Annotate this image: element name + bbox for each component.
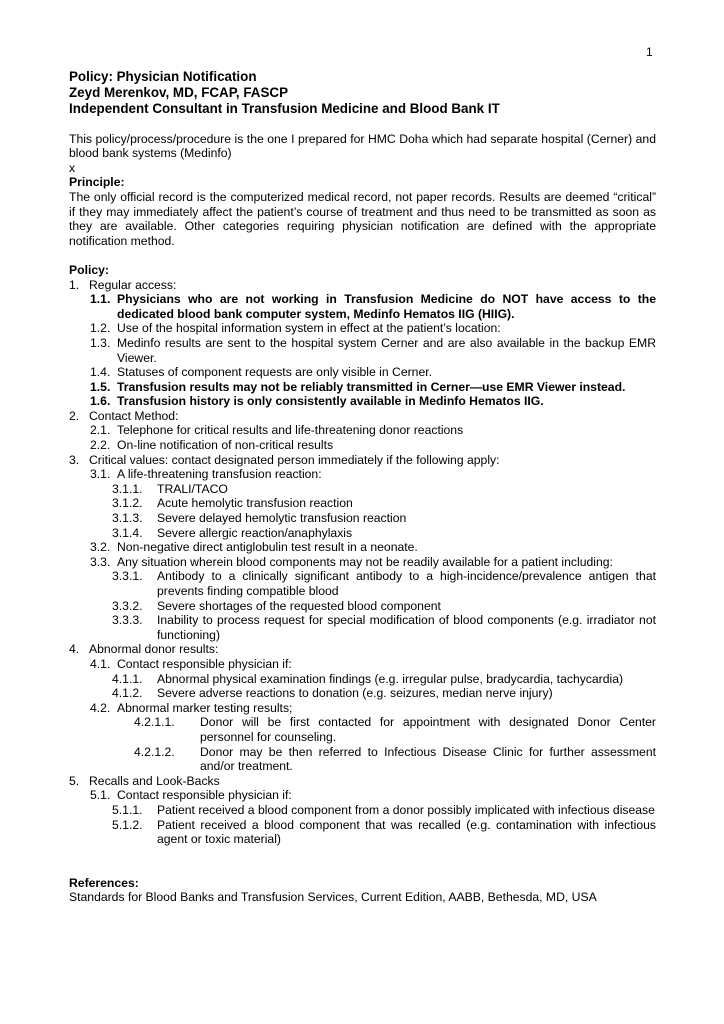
- item-text: Recalls and Look-Backs: [89, 773, 220, 788]
- item-text: TRALI/TACO: [157, 481, 228, 496]
- policy-item-3-3-3: [69, 613, 656, 642]
- policy-item-4-2-1-1: [69, 715, 656, 744]
- item-text: Non-negative direct antiglobulin test result in a neonate.: [117, 540, 418, 555]
- item-number: 3.1.2.: [112, 496, 143, 511]
- policy-item-3-1-4: [69, 526, 656, 541]
- policy-item-3-3: [69, 555, 656, 570]
- item-number: 1.2.: [90, 321, 111, 336]
- policy-item-2-2: [69, 438, 656, 453]
- references-heading: References:: [69, 875, 139, 890]
- item-number: 4.2.1.2.: [134, 744, 175, 759]
- policy-item-2: [69, 409, 656, 424]
- policy-item-4-2-1-2: [69, 745, 656, 774]
- policy-item-1-3: [69, 336, 656, 365]
- item-number: 1.4.: [90, 365, 111, 380]
- item-text: On-line notification of non-critical results: [117, 438, 334, 453]
- item-number: 2.: [69, 408, 80, 423]
- item-number: 1.6.: [90, 394, 111, 409]
- item-text: Regular access:: [89, 277, 177, 292]
- stray-mark: x: [69, 160, 76, 175]
- item-number: 3.1.4.: [112, 525, 143, 540]
- policy-item-1-2: [69, 321, 656, 336]
- item-text: Critical values: contact designated person immediately if the following apply:: [89, 452, 500, 467]
- item-number: 2.2.: [90, 438, 111, 453]
- item-number: 5.1.1.: [112, 802, 143, 817]
- item-text: Patient received a blood component that was recalled (e.g. contamination with infectious agent or toxic material): [157, 817, 656, 847]
- policy-item-4: [69, 642, 656, 657]
- item-number: 1.1.: [90, 292, 111, 307]
- author-name: Zeyd Merenkov, MD, FCAP, FASCP: [69, 85, 289, 100]
- item-number: 5.1.: [90, 788, 111, 803]
- policy-item-4-2: [69, 701, 656, 716]
- item-number: 3.3.3.: [112, 613, 143, 628]
- item-number: 4.: [69, 642, 80, 657]
- policy-heading: Policy:: [69, 262, 109, 277]
- item-text: Inability to process request for special modification of blood components (e.g. irradiator not functioning): [157, 613, 656, 642]
- item-number: 3.3.: [90, 554, 111, 569]
- policy-item-1: [69, 278, 656, 293]
- item-number: 3.1.1.: [112, 481, 143, 496]
- item-text: Transfusion results may not be reliably transmitted in Cerner—use EMR Viewer instead.: [117, 379, 626, 394]
- item-number: 3.3.2.: [112, 598, 143, 613]
- item-text: Contact Method:: [89, 408, 179, 423]
- references-section: [69, 876, 656, 905]
- policy-item-2-1: [69, 423, 656, 438]
- item-text: Abnormal donor results:: [89, 642, 219, 657]
- document-title: Policy: Physician Notification: [69, 69, 257, 84]
- principle-text: The only official record is the computerized medical record, not paper records. Results are deemed “critical” if they may immediately affect the patient’s course of treatment and thus need to be transmitted as soon as they are available. Other categories requiring physician notification are defined with the appropriate notification method.: [69, 189, 656, 248]
- policy-item-5-1-1: [69, 803, 656, 818]
- policy-item-1-1: [69, 292, 656, 321]
- item-text: Antibody to a clinically significant antibody to a high-incidence/prevalence antigen that prevents finding compatible blood: [157, 569, 656, 598]
- policy-item-5: [69, 774, 656, 789]
- item-text: Telephone for critical results and life-threatening donor reactions: [117, 423, 464, 438]
- policy-item-4-1-1: [69, 672, 656, 687]
- policy-item-4-1-2: [69, 686, 656, 701]
- author-affiliation: Independent Consultant in Transfusion Medicine and Blood Bank IT: [69, 101, 500, 116]
- item-text: Severe allergic reaction/anaphylaxis: [157, 525, 353, 540]
- item-number: 2.1.: [90, 423, 111, 438]
- item-text: Contact responsible physician if:: [117, 656, 292, 671]
- item-number: 4.2.1.1.: [134, 715, 175, 730]
- item-text: Physicians who are not working in Transfusion Medicine do NOT have access to the dedicated blood bank computer system, Medinfo Hematos IIG (HIIG).: [117, 292, 656, 321]
- policy-item-4-1: [69, 657, 656, 672]
- page-number: 1: [646, 45, 653, 59]
- item-number: 4.1.: [90, 656, 111, 671]
- policy-item-3-1-1: [69, 482, 656, 497]
- item-text: Severe shortages of the requested blood component: [157, 598, 441, 613]
- item-number: 3.1.3.: [112, 511, 143, 526]
- item-text: Transfusion history is only consistently available in Medinfo Hematos IIG.: [117, 394, 544, 409]
- item-number: 1.3.: [90, 335, 111, 350]
- policy-item-5-1-2: [69, 818, 656, 847]
- policy-item-3-3-1: [69, 569, 656, 598]
- policy-item-3: [69, 453, 656, 468]
- item-text: Patient received a blood component from a donor possibly implicated with infectious disease: [157, 802, 655, 817]
- item-text: Medinfo results are sent to the hospital system Cerner and are also available in the backup EMR Viewer.: [117, 335, 656, 365]
- policy-item-3-1-2: [69, 496, 656, 511]
- intro-text: This policy/process/procedure is the one I prepared for HMC Doha which had separate hospital (Cerner) and blood bank systems (Medinfo): [69, 131, 656, 161]
- reference-item: Standards for Blood Banks and Transfusion Services, Current Edition, AABB, Bethesda, MD, USA: [69, 890, 597, 905]
- item-text: A life-threatening transfusion reaction:: [117, 467, 322, 482]
- item-text: Use of the hospital information system in effect at the patient’s location:: [117, 321, 501, 336]
- policy-item-3-3-2: [69, 599, 656, 614]
- item-text: Severe delayed hemolytic transfusion reaction: [157, 511, 407, 526]
- item-text: Donor will be first contacted for appointment with designated Donor Center personnel for counseling.: [200, 715, 656, 744]
- item-number: 3.2.: [90, 540, 111, 555]
- item-text: Donor may be then referred to Infectious Disease Clinic for further assessment and/or treatment.: [200, 744, 656, 774]
- policy-item-3-2: [69, 540, 656, 555]
- policy-item-1-5: [69, 380, 656, 395]
- item-number: 4.1.2.: [112, 686, 143, 701]
- item-text: Severe adverse reactions to donation (e.g. seizures, median nerve injury): [157, 686, 553, 701]
- policy-item-3-1: [69, 467, 656, 482]
- item-text: Statuses of component requests are only visible in Cerner.: [117, 365, 433, 380]
- item-number: 3.: [69, 452, 80, 467]
- policy-item-1-6: [69, 394, 656, 409]
- item-text: Acute hemolytic transfusion reaction: [157, 496, 353, 511]
- item-number: 3.1.: [90, 467, 111, 482]
- item-number: 5.: [69, 773, 80, 788]
- item-text: Any situation wherein blood components may not be readily available for a patient including:: [117, 554, 613, 569]
- item-number: 3.3.1.: [112, 569, 143, 584]
- item-number: 4.2.: [90, 700, 111, 715]
- item-number: 5.1.2.: [112, 817, 143, 832]
- item-text: Contact responsible physician if:: [117, 788, 292, 803]
- item-number: 4.1.1.: [112, 671, 143, 686]
- item-text: Abnormal physical examination findings (e.g. irregular pulse, bradycardia, tachycardia): [157, 671, 624, 686]
- item-number: 1.: [69, 277, 80, 292]
- document-header: [69, 69, 656, 117]
- item-text: Abnormal marker testing results;: [117, 700, 293, 715]
- policy-item-1-4: [69, 365, 656, 380]
- policy-list: [69, 278, 656, 847]
- policy-item-5-1: [69, 788, 656, 803]
- item-number: 1.5.: [90, 379, 111, 394]
- policy-item-3-1-3: [69, 511, 656, 526]
- principle-heading: Principle:: [69, 175, 125, 190]
- document-body: [69, 69, 656, 905]
